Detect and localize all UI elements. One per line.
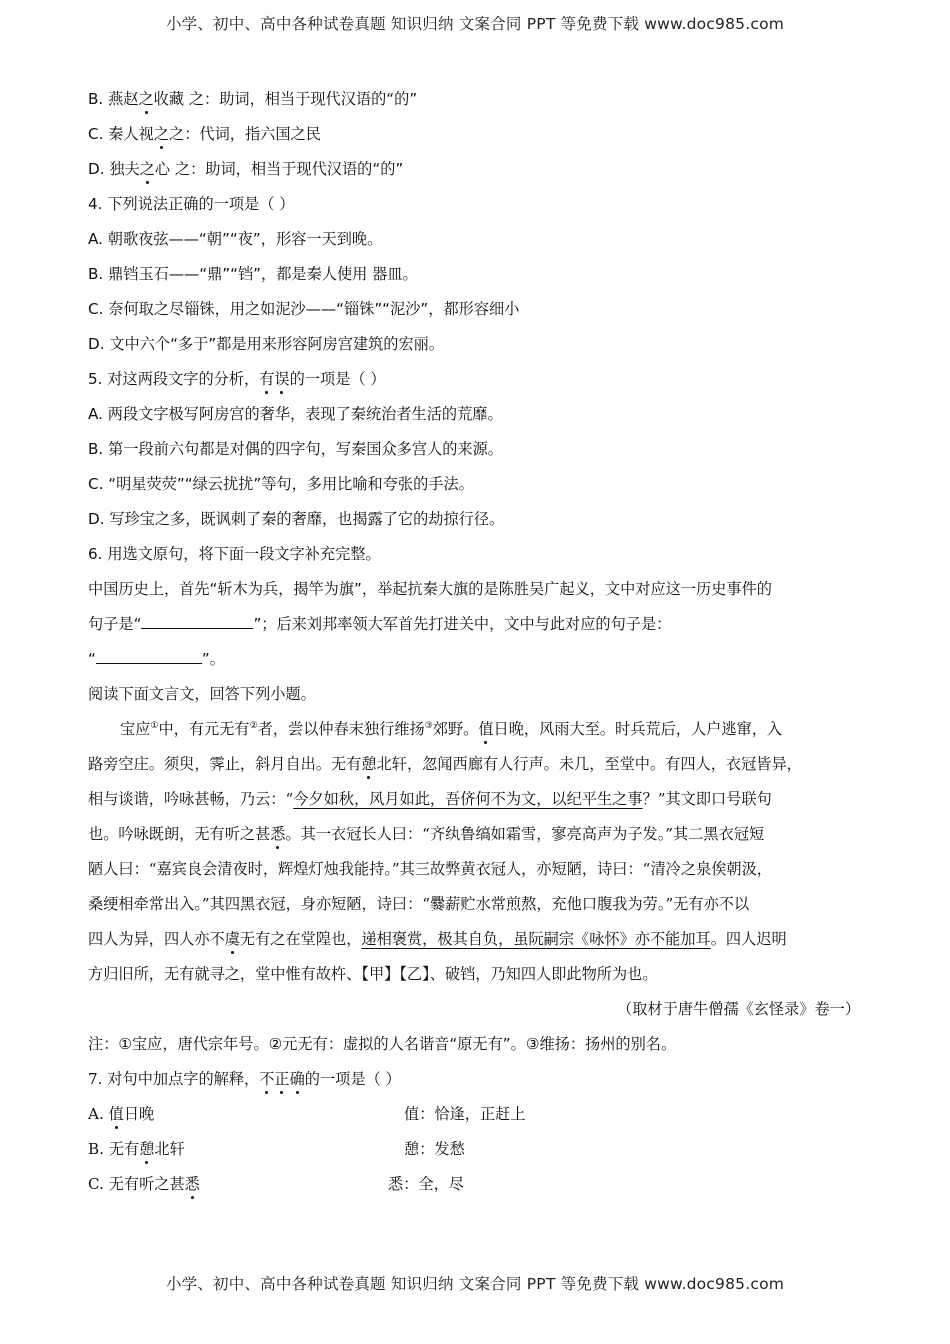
option-text: 心 之：助词，相当于现代汉语的“的” — [154, 160, 404, 178]
passage-text: 四人为异，四人亦不 — [88, 930, 225, 948]
q6-line-3 — [88, 642, 860, 677]
emphasis-dot-char: 虞 — [225, 922, 240, 957]
classical-passage — [88, 712, 860, 1027]
passage-text: 中，有元无有 — [158, 720, 250, 738]
q6-text: ”；后来刘邦率领大军首先打进关中，文中与此对应的句子是： — [253, 615, 672, 633]
emphasis-dot-char: 悉 — [185, 1167, 200, 1202]
passage-text: 北轩，忽闻西廊有人行声。未几，至堂中。有四人，衣冠皆异， — [376, 755, 802, 773]
answer-blank-2[interactable] — [96, 645, 202, 664]
passage-text: 路旁空庄。须臾，霁止，斜月自出。无有 — [88, 755, 362, 773]
q5-option-b: B. 第一段前六句都是对偶的四字句，写秦国众多宫人的来源。 — [88, 440, 503, 458]
emphasis-dot-char: 之 — [138, 82, 153, 117]
passage-line — [88, 747, 860, 782]
passage-line — [88, 817, 860, 852]
passage-line: 桑绠相牵常出入。”其四黑衣冠，身亦短陋，诗曰：“爨薪贮水常煎熬，充他口腹我为劳。”无有亦不以 — [88, 895, 750, 913]
emphasis-dot-char: 确 — [290, 1062, 305, 1097]
emphasis-dot-char: 悉 — [270, 817, 285, 852]
q7-option-c — [88, 1167, 860, 1202]
q5-stem — [88, 362, 860, 397]
q7-stem — [88, 1062, 860, 1097]
document-body — [88, 82, 860, 1202]
q4-option-b: B. 鼎铛玉石——“鼎”“铛”，都是秦人使用 器皿。 — [88, 265, 418, 283]
page-footer: 小学、初中、高中各种试卷真题 知识归纳 文案合同 PPT 等免费下载 www.doc985.com — [165, 1275, 785, 1293]
passage-text: 宝应 — [120, 720, 151, 738]
passage-line: 陋人曰：“嘉宾良会清夜时，辉煌灯烛我能持。”其三故弊黄衣冠人，亦短陋，诗曰：“清冷之泉俟朝汲， — [88, 860, 772, 878]
q7-option-b — [88, 1132, 860, 1167]
footnote-marker: ① — [150, 720, 159, 731]
q4-option-a: A. 朝歌夜弦——“朝”“夜”，形容一天到晚。 — [88, 230, 383, 248]
stem-text: 的一项是（ ） — [289, 370, 386, 388]
q4-stem: 4. 下列说法正确的一项是（ ） — [88, 195, 295, 213]
option-explanation: 憩：发愁 — [404, 1140, 465, 1158]
footnote-marker: ② — [249, 720, 258, 731]
q3-option-d — [88, 152, 860, 187]
emphasis-dot-char: 误 — [274, 362, 289, 397]
passage-source: （取材于唐牛僧孺《玄怪录》卷一） — [617, 1000, 860, 1018]
passage-line — [88, 922, 860, 957]
q5-option-d: D. 写珍宝之多，既讽刺了秦的奢靡，也揭露了它的劫掠行径。 — [88, 510, 505, 528]
passage-text: 也。吟咏既朗，无有听之甚 — [88, 825, 271, 843]
underlined-sentence: 递相褒赏，极其自负，虽阮嗣宗《咏怀》亦不能加耳 — [361, 930, 711, 948]
option-text: B. 燕赵 — [88, 90, 139, 108]
stem-text: 5. 对这两段文字的分析， — [88, 370, 260, 388]
stem-text: 7. 对句中加点字的解释， — [88, 1070, 260, 1088]
option-text: 收藏 之：助词，相当于现代汉语的“的” — [153, 90, 418, 108]
answer-blank-1[interactable] — [141, 610, 253, 629]
q4-option-d: D. 文中六个“多于”都是用来形容阿房宫建筑的宏丽。 — [88, 335, 445, 353]
option-explanation: 悉：全，尽 — [388, 1175, 464, 1193]
passage-notes: 注：①宝应，唐代宗年号。②元无有：虚拟的人名谐音“原无有”。③维扬：扬州的别名。 — [88, 1035, 677, 1053]
passage-text: 日晚，风雨大至。时兵荒后，人户逃窜，入 — [493, 720, 783, 738]
option-text: 北轩 — [154, 1140, 185, 1158]
emphasis-dot-char: 不 — [259, 1062, 274, 1097]
emphasis-dot-char: 之 — [154, 117, 169, 152]
stem-text: 的一项是（ ） — [304, 1070, 401, 1088]
q6-text: 句子是“ — [88, 615, 142, 633]
q5-option-a: A. 两段文字极写阿房宫的奢华，表现了秦统治者生活的荒靡。 — [88, 405, 503, 423]
q4-option-c: C. 奈何取之尽锱铢，用之如泥沙——“锱铢”“泥沙”，都形容细小 — [88, 300, 520, 318]
option-text: 日晚 — [123, 1105, 155, 1123]
option-text: C. 无有听之甚 — [88, 1175, 185, 1193]
passage-text: ？”其文即口号联句 — [642, 790, 772, 808]
reading-intro: 阅读下面文言文，回答下列小题。 — [88, 685, 316, 703]
underlined-sentence: 今夕如秋，风月如此，吾侪何不为文，以纪平生之事 — [293, 790, 643, 808]
q7-option-a — [88, 1097, 860, 1132]
option-text: C. 秦人视 — [88, 125, 154, 143]
passage-line — [88, 782, 860, 817]
q6-text: “ — [88, 650, 96, 668]
q6-line-1: 中国历史上，首先“斩木为兵，揭竿为旗”，举起抗秦大旗的是陈胜吴广起义，文中对应这一历史事件的 — [88, 580, 772, 598]
emphasis-dot-char: 值 — [478, 712, 493, 747]
q3-option-c — [88, 117, 860, 152]
passage-text: 郊野。 — [432, 720, 479, 738]
passage-line: 方归旧所，无有就寻之，堂中惟有故杵、【甲】【乙】、破铛，乃知四人即此物所为也。 — [88, 965, 658, 983]
passage-text: 。其一衣冠长人曰：“齐纨鲁缟如霜雪，寥亮高声为子发。”其二黑衣冠短 — [285, 825, 765, 843]
emphasis-dot-char: 值 — [109, 1097, 124, 1132]
option-text: 之：代词，指六国之民 — [169, 125, 321, 143]
option-explanation: 值：恰逢，正赶上 — [404, 1105, 526, 1123]
q6-text: ”。 — [201, 650, 225, 668]
q6-stem: 6. 用选文原句，将下面一段文字补充完整。 — [88, 545, 381, 563]
emphasis-dot-char: 之 — [140, 152, 155, 187]
q3-option-b — [88, 82, 860, 117]
footnote-marker: ③ — [424, 720, 433, 731]
page-header: 小学、初中、高中各种试卷真题 知识归纳 文案合同 PPT 等免费下载 www.doc985.com — [165, 15, 785, 33]
option-text: A. — [88, 1105, 109, 1123]
passage-text: 。四人迟明 — [710, 930, 787, 948]
emphasis-dot-char: 有 — [259, 362, 274, 397]
option-text: B. 无有 — [88, 1140, 140, 1158]
emphasis-dot-char: 憩 — [139, 1132, 154, 1167]
passage-text: 者，尝以仲春末独行维扬 — [257, 720, 425, 738]
q6-line-2 — [88, 607, 860, 642]
emphasis-dot-char: 正 — [274, 1062, 289, 1097]
passage-line — [88, 712, 860, 747]
passage-text: 相与谈谐，吟咏甚畅，乃云：“ — [88, 790, 294, 808]
q5-option-c: C. “明星荧荧”“绿云扰扰”等句，多用比喻和夸张的手法。 — [88, 475, 474, 493]
emphasis-dot-char: 憩 — [361, 747, 376, 782]
passage-text: 无有之在堂隍也， — [239, 930, 362, 948]
option-text: D. 独夫 — [88, 160, 140, 178]
